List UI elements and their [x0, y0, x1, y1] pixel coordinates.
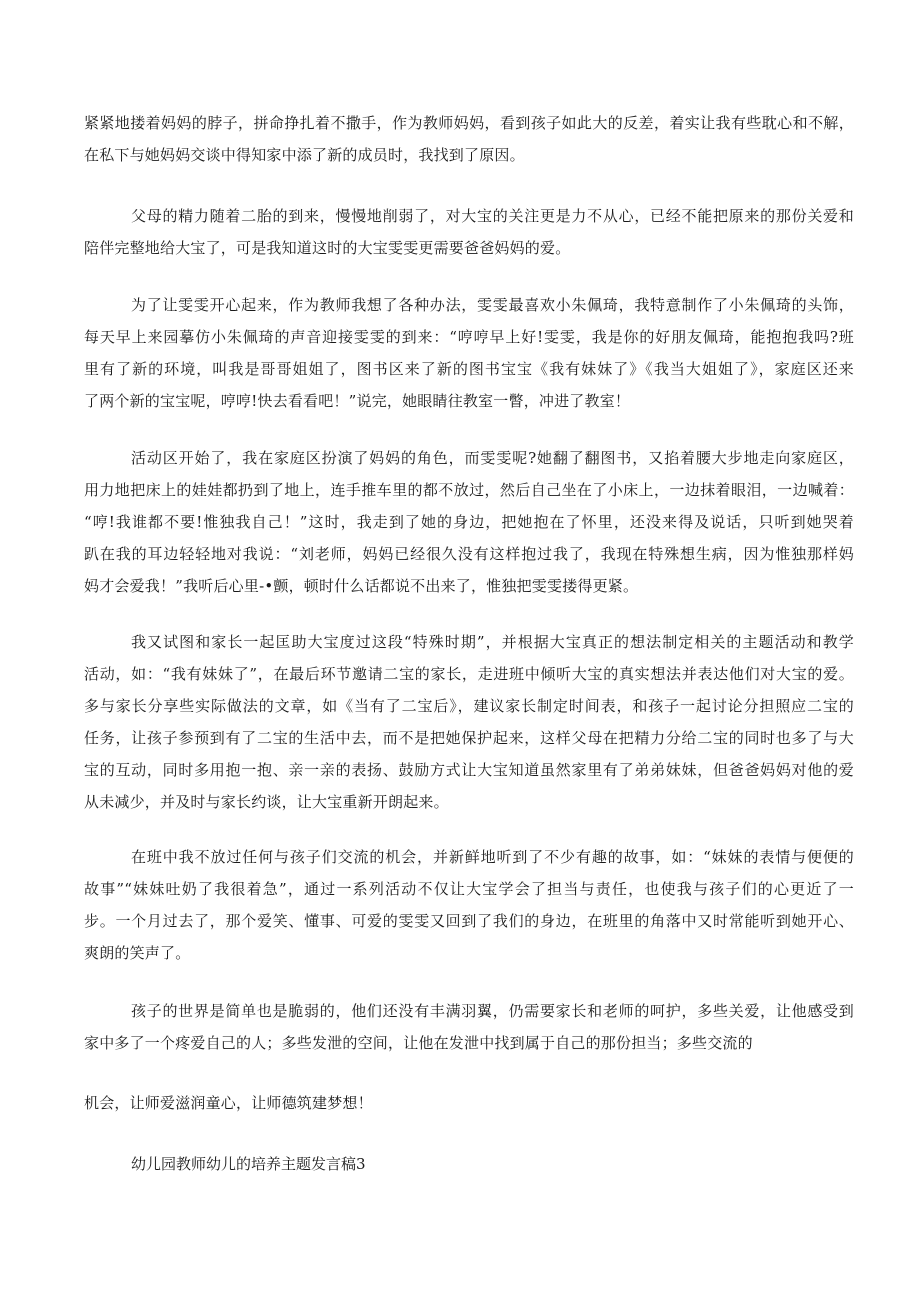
text-line: 多与家长分享些实际做法的文章，如《当有了二宝后》，建议家长制定时间表，和孩子一起讨论分担照应二宝的: [84, 697, 854, 715]
text-line: 里有了新的环境，叫我是哥哥姐姐了，图书区来了新的图书宝宝《我有妹妹了》《我当大姐姐了》，家庭区还来: [84, 360, 854, 378]
text-line: “哼!我谁都不要!惟独我自己！”这时，我走到了她的身边，把她抱在了怀里，还没来得及说话，只听到她哭着: [84, 513, 854, 531]
text-line: 我又试图和家长一起匡助大宝度过这段“特殊时期”，并根据大宝真正的想法制定相关的主题活动和教学: [131, 633, 854, 651]
paragraph-6: [84, 841, 854, 969]
text-line: 家中多了一个疼爱自己的人；多些发泄的空间，让他在发泄中找到属于自己的那份担当；多些交流的: [84, 1034, 753, 1052]
text-line: 趴在我的耳边轻轻地对我说：“刘老师，妈妈已经很久没有这样抱过我了，我现在特殊想生病，因为惟独那样妈: [84, 545, 854, 563]
text-line: 宝的互动，同时多用抱一抱、亲一亲的表扬、鼓励方式让大宝知道虽然家里有了弟弟妹妹，但爸爸妈妈对他的爱: [84, 761, 854, 779]
text-line: 从未减少，并及时与家长约谈，让大宝重新开朗起来。: [84, 793, 449, 811]
text-line: 陪伴完整地给大宝了，可是我知道这时的大宝雯雯更需要爸爸妈妈的爱。: [84, 239, 571, 257]
paragraph-4: [84, 442, 854, 602]
text-line: 孩子的世界是简单也是脆弱的，他们还没有丰满羽翼，仍需要家长和老师的呵护，多些关爱，让他感受到: [131, 1002, 854, 1020]
text-line: 紧紧地搂着妈妈的脖子，拼命挣扎着不撒手，作为教师妈妈，看到孩子如此大的反差，着实让我有些耽心和不解，: [84, 114, 854, 132]
text-line: 在私下与她妈妈交谈中得知家中添了新的成员时，我找到了原因。: [84, 146, 525, 164]
paragraph-2: [84, 200, 854, 264]
paragraph-3: [84, 289, 854, 417]
text-line: 机会，让师爱滋润童心，让师德筑建梦想！: [84, 1094, 373, 1112]
text-line: 在班中我不放过任何与孩子们交流的机会，并新鲜地听到了不少有趣的故事，如：“妹妹的表情与便便的: [131, 848, 854, 866]
text-line: 了两个新的宝宝呢，哼哼!快去看看吧！”说完，她眼睛往教室一瞥，冲进了教室！: [84, 392, 631, 410]
paragraph-7: [84, 995, 854, 1059]
text-line: 为了让雯雯开心起来，作为教师我想了各种办法，雯雯最喜欢小朱佩琦，我特意制作了小朱佩琦的头饰，: [131, 296, 854, 314]
paragraph-5: [84, 626, 854, 818]
text-line: 步。一个月过去了，那个爱笑、懂事、可爱的雯雯又回到了我们的身边，在班里的角落中又时常能听到她开心、: [84, 912, 854, 930]
text-line: 任务，让孩子参预到有了二宝的生活中去，而不是把她保护起来，这样父母在把精力分给二宝的同时也多了与大: [84, 729, 854, 747]
text-line: 活动，如：“我有妹妹了”，在最后环节邀请二宝的家长，走进班中倾听大宝的真实想法并表达他们对大宝的爱。: [84, 665, 854, 683]
section-heading: 幼儿园教师幼儿的培养主题发言稿3: [131, 1155, 366, 1173]
text-line: 故事”“妹妹吐奶了我很着急”，通过一系列活动不仅让大宝学会了担当与责任，也使我与孩子们的心更近了一: [84, 880, 854, 898]
text-line: 爽朗的笑声了。: [84, 944, 191, 962]
text-line: 父母的精力随着二胎的到来，慢慢地削弱了，对大宝的关注更是力不从心，已经不能把原来的那份关爱和: [131, 207, 854, 225]
paragraph-1: [84, 107, 854, 171]
text-line: 妈才会爱我！”我听后心里-•颤，顿时什么话都说不出来了，惟独把雯雯搂得更紧。: [84, 577, 639, 595]
text-line: 活动区开始了，我在家庭区扮演了妈妈的角色，而雯雯呢?她翻了翻图书，又掐着腰大步地走向家庭区，: [131, 449, 854, 467]
text-line: 用力地把床上的娃娃都扔到了地上，连手推车里的都不放过，然后自己坐在了小床上，一边抹着眼泪，一边喊着：: [84, 481, 854, 499]
paragraph-8: [84, 1087, 854, 1119]
text-line: 每天早上来园摹仿小朱佩琦的声音迎接雯雯的到来：“哼哼早上好!雯雯，我是你的好朋友佩琦，能抱抱我吗?班: [84, 328, 854, 346]
